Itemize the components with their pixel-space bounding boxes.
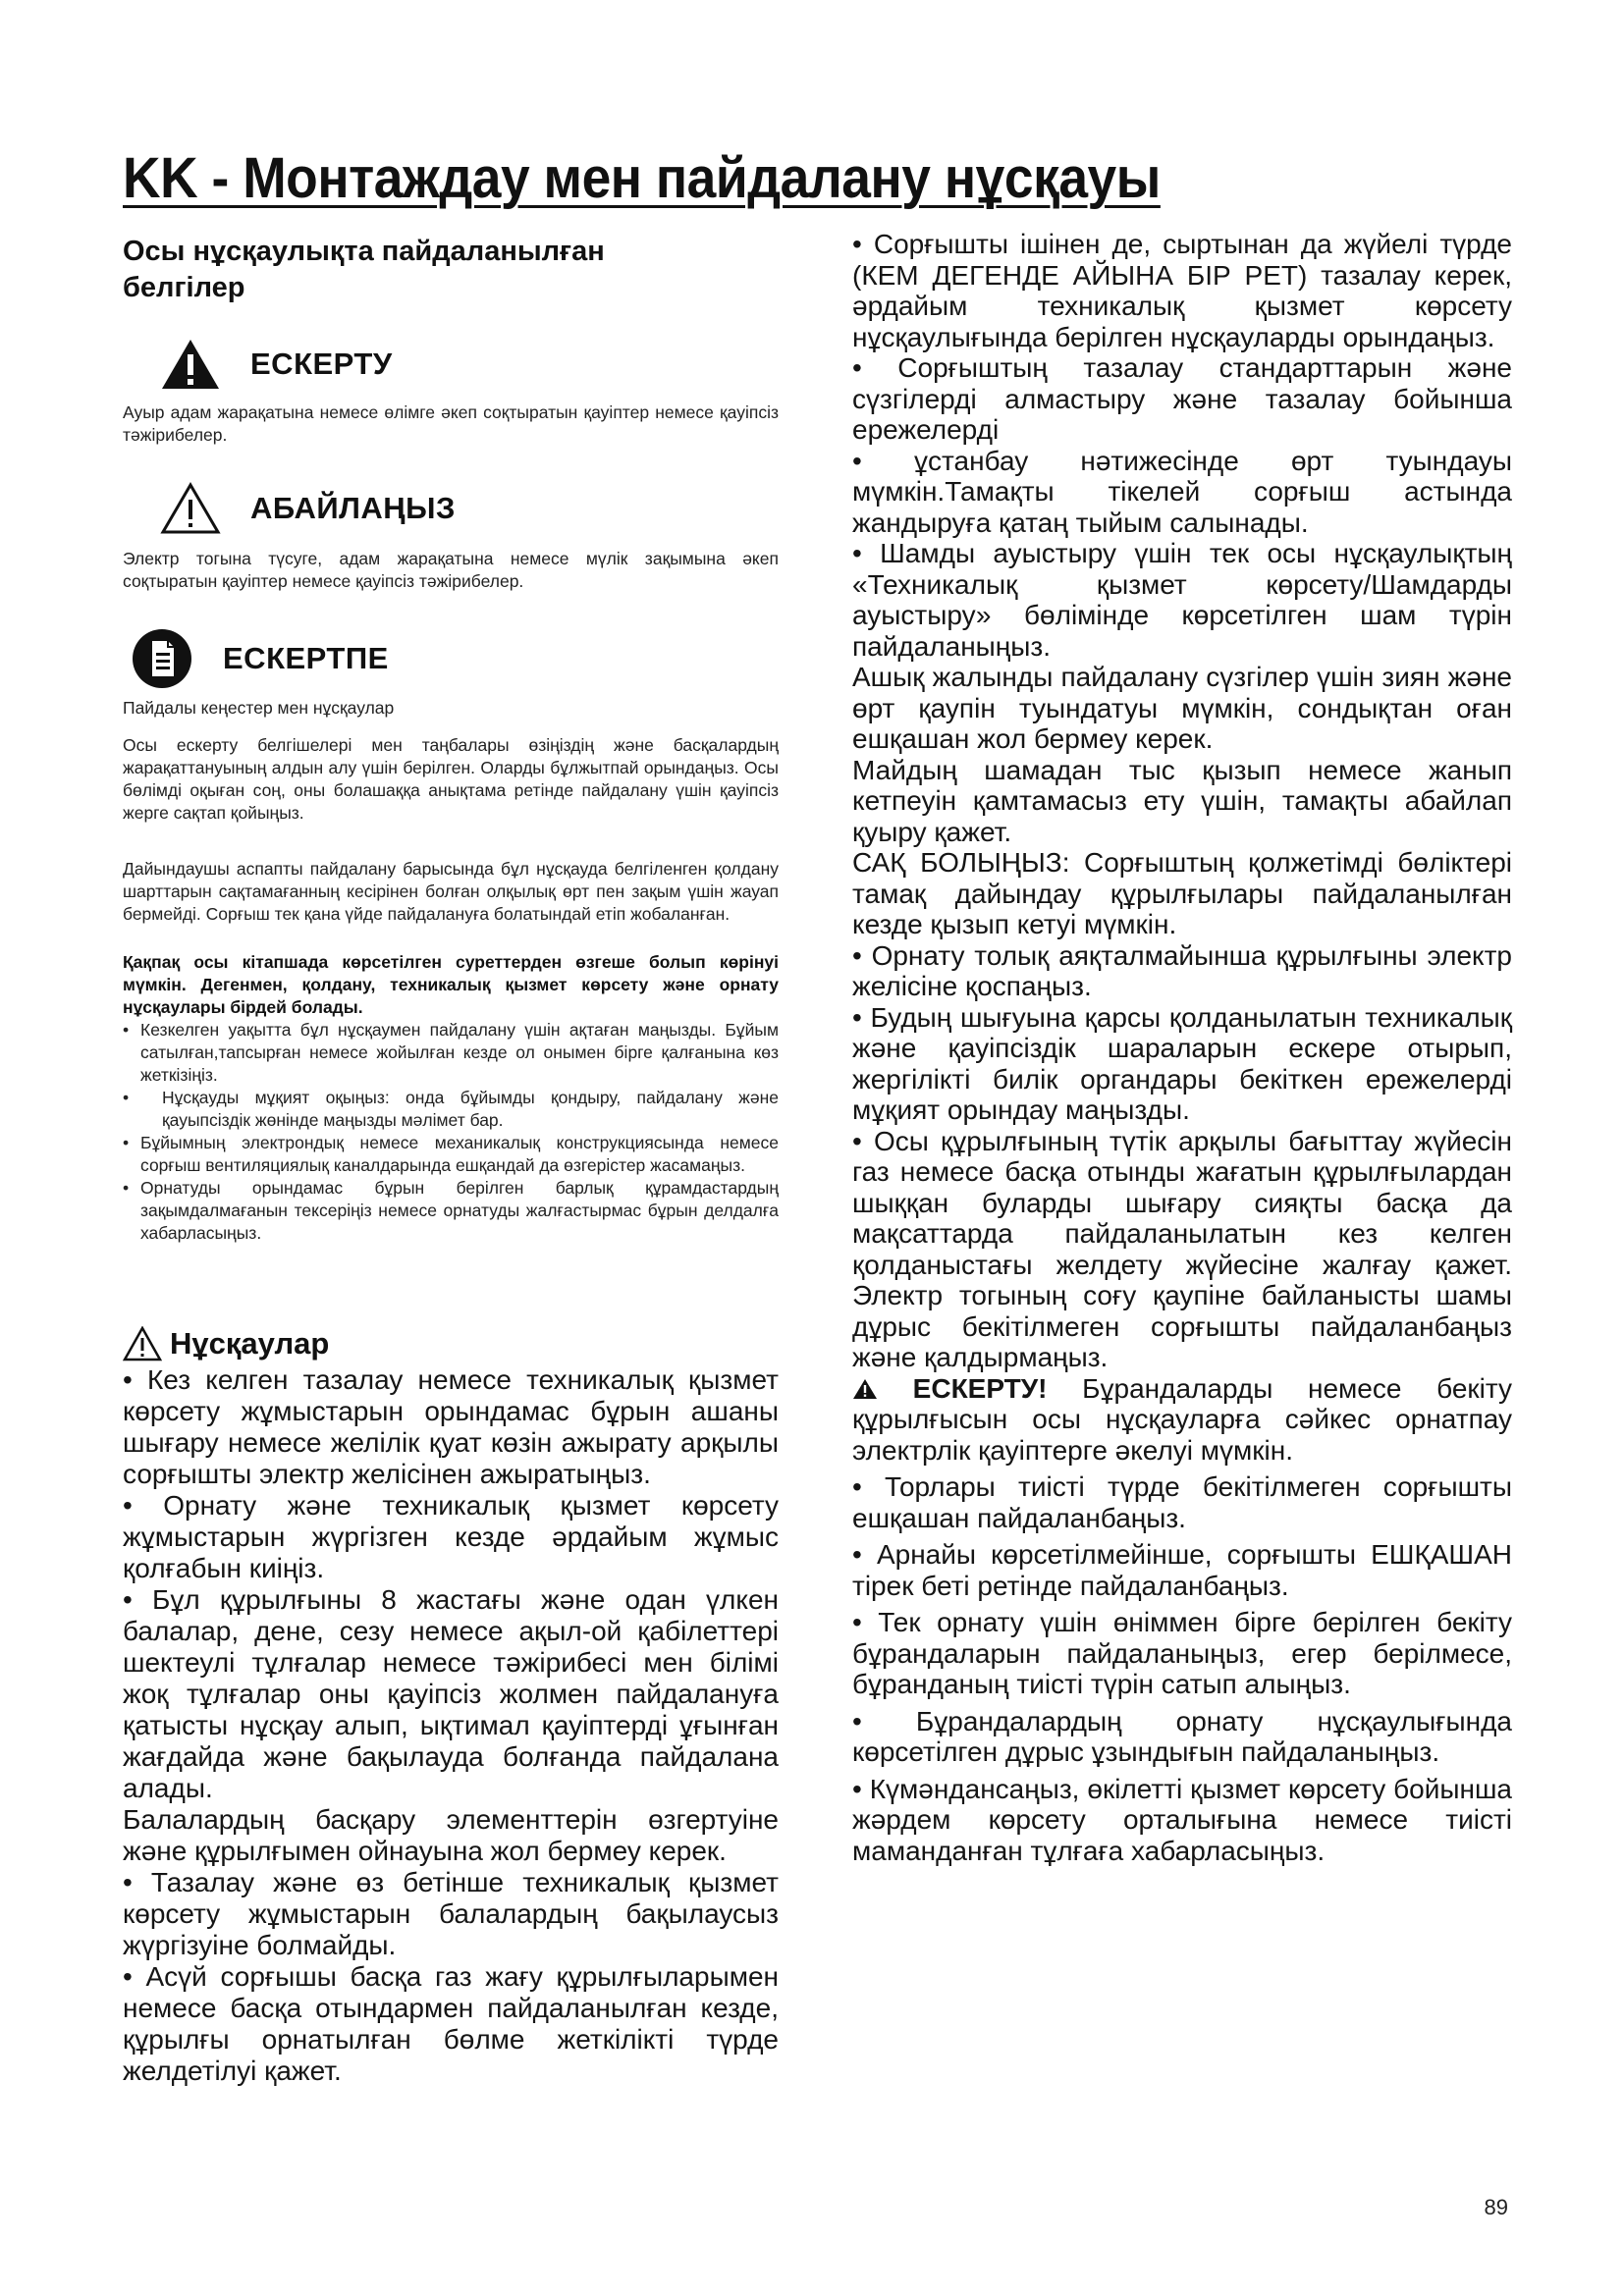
right-paragraph: • Сорғышты ішінен де, сыртынан да жүйелі түрде (КЕМ ДЕГЕНДЕ АЙЫНА БІР РЕТ) тазалау керек, әрдайым техникалық қызмет көрсету нұсқаулығында берілген нұсқауларды орындаңыз.: [852, 229, 1512, 352]
warning-block: [123, 337, 779, 447]
intro-bullet: • Бұйымның электрондық немесе механикалық конструкциясында немесе сорғыш вентиляциялық каналдарында ешқандай да өзгерістер жасамаңыз.: [123, 1133, 779, 1175]
right-paragraph: Ашық жалынды пайдалану сүзгілер үшін зиян және өрт қаупін туындатуы мүмкін, сондықтан оған ешқашан жол бермеу керек.: [852, 662, 1512, 754]
intro-paragraph-bold: Қақпақ осы кітапшада көрсетілген суреттерден өзгеше болып көрінуі мүмкін. Дегенмен, қолдану, техникалық қызмет көрсету және орнату нұсқаулары бірдей болады.: [123, 952, 779, 1017]
caution-label: АБАЙЛАҢЫЗ: [250, 491, 456, 525]
right-paragraph: • Орнату толық аяқталмайынша құрылғыны электр желісіне қоспаңыз.: [852, 939, 1512, 1001]
warning-paragraph: [852, 1373, 1512, 1467]
caution-triangle-outline-icon: [123, 1326, 162, 1362]
right-paragraph: • Будың шығуына қарсы қолданылатын техникалық және қауіпсіздік шараларын ескере отырып, жергілікті билік органдары бекіткен ережелерді мұқият орындау маңызды.: [852, 1001, 1512, 1125]
right-paragraph: • Осы құрылғының түтік арқылы бағыттау жүйесін газ немесе басқа отынды жағатын құрылғылардан шыққан буларды шығару сияқты басқа да мақсаттарда пайдаланылатын кез келген қолданыстағы желдету жүйесіне жалғау қажет. Электр тогының соғу қаупіне байланысты шамы дұрыс бекітілмеген сорғышты пайдаланбаңыз және қалдырмаңыз.: [852, 1125, 1512, 1372]
warning-triangle-filled-icon: [852, 1373, 878, 1404]
right-column: [852, 229, 1512, 1866]
note-label: ЕСКЕРТПЕ: [223, 641, 389, 675]
right-paragraph: • Шамды ауыстыру үшін тек осы нұсқаулықтың «Техникалық қызмет көрсету/Шамдарды ауыстыру» бөлімінде көрсетілген шам түрін пайдаланыңыз.: [852, 538, 1512, 662]
right-paragraph: • Арнайы көрсетілмейінше, сорғышты ЕШҚАШАН тірек беті ретінде пайдаланбаңыз.: [852, 1539, 1512, 1601]
left-column: [123, 234, 779, 2086]
instruction-paragraph: • Бұл құрылғыны 8 жастағы және одан үлкен балалар, дене, сезу немесе ақыл-ой қабілеттері шектеулі тұлғалар немесе тәжірибесі мен білімі жоқ тұлғалар оны қауіпсіз жолмен пайдалануға қатысты нұсқау алып, ықтимал қауіптерді ұғынған жағдайда және бақылауда болғанда пайдалана алады.: [123, 1584, 779, 1803]
instruction-paragraph: • Кез келген тазалау немесе техникалық қызмет көрсету жұмыстарын орындамас бұрын ашаны шығару немесе желілік қуат көзін ажырату арқылы сорғышты электр желісінен ажыратыңыз.: [123, 1364, 779, 1489]
page-title: KK - Монтаждау мен пайдалану нұсқауы: [123, 146, 1161, 210]
intro-bullet: • Орнатуды орындамас бұрын берілген барлық құрамдастардың зақымдалмағанын тексеріңіз немесе орнатуды жалғастырмас бұрын делдалға хабарласыңыз.: [123, 1178, 779, 1243]
right-paragraph: • Күмәндансаңыз, өкілетті қызмет көрсету бойынша жәрдем көрсету орталығына немесе тиісті маманданған тұлғаға хабарласыңыз.: [852, 1773, 1512, 1866]
symbols-heading: Осы нұсқаулықта пайдаланылған белгілер: [123, 236, 605, 303]
note-block: [123, 624, 779, 720]
instruction-paragraph: Балалардың басқару элементтерін өзгертуіне және құрылғымен ойнауына жол бермеу керек.: [123, 1804, 779, 1866]
intro-bullet: • Нұсқауды мұқият оқыңыз: онда бұйымды қондыру, пайдалану және қауыпсіздік жөнінде маңызды мәлімет бар.: [123, 1088, 779, 1130]
caution-triangle-outline-icon: [160, 481, 221, 536]
right-paragraph: • Бұрандалардың орнату нұсқаулығында көрсетілген дұрыс ұзындығын пайдаланыңыз.: [852, 1705, 1512, 1767]
intro-paragraph: Дайындаушы аспапты пайдалану барысында бұл нұсқауда белгіленген қолдану шарттарын сақтамағанның кесірінен болған олқылық өрт пен зақым үшін жауап бермейді. Сорғыш тек қана үйде пайдалануға болатындай етіп жобаланған.: [123, 859, 779, 924]
warning-text: Ауыр адам жарақатына немесе өлімге әкеп соқтыратын қауіптер немесе қауіпсіз тәжірибелер.: [123, 402, 779, 445]
page-number: 89: [1484, 2195, 1508, 2219]
right-paragraph: • ұстанбау нәтижесінде өрт туындауы мүмкін.Тамақты тікелей сорғыш астында жандыруға қатаң тыйым салынады.: [852, 445, 1512, 538]
caution-text: Электр тогына түсуге, адам жарақатына немесе мүлік зақымына әкеп соқтыратын қауіптер немесе қауіпсіз тәжірибелер.: [123, 549, 779, 591]
instructions-section: [123, 1323, 779, 2087]
instruction-paragraph: • Тазалау және өз бетінше техникалық қызмет көрсету жұмыстарын балалардың бақылаусыз жүргізуіне болмайды.: [123, 1867, 779, 1960]
caution-block: [123, 481, 779, 593]
instructions-heading: Нұсқаулар: [170, 1326, 330, 1361]
intro-bullet: • Кезкелген уақытта бұл нұсқаумен пайдалану үшін ақтаған маңызды. Бұйым сатылған,тапсырған немесе жойылған кезде ол онымен бірге қалғанына көз жеткізіңіз.: [123, 1020, 779, 1085]
note-document-icon: [131, 627, 193, 690]
warning-inline-label: ЕСКЕРТУ!: [912, 1372, 1048, 1404]
right-paragraph: • Сорғыштың тазалау стандарттарын және сүзгілерді алмастыру және тазалау бойынша ережелерді: [852, 352, 1512, 445]
right-paragraph: • Торлары тиісті түрде бекітілмеген сорғышты ешқашан пайдаланбаңыз.: [852, 1471, 1512, 1533]
warning-inline-text: Бұрандаларды немесе бекіту құрылғысын осы нұсқауларға сәйкес орнатпау электрлік қауіптерге әкелуі мүмкін.: [852, 1372, 1513, 1466]
warning-label: ЕСКЕРТУ: [250, 347, 393, 381]
intro-paragraph: Осы ескерту белгішелері мен таңбалары өзіңіздің және басқалардың жарақаттануының алдын алу үшін берілген. Оларды бұлжытпай орындаңыз. Осы бөлімді оқыған соң, оны болашаққа анықтама ретінде пайдалану үшін қауіпсіз жерге сақтап қойыңыз.: [123, 735, 779, 823]
right-paragraph: САҚ БОЛЫҢЫЗ: Сорғыштың қолжетімді бөліктері тамақ дайындау құрылғылары пайдаланылған кезде қызып кетуі мүмкін.: [852, 847, 1512, 939]
intro-section: [123, 734, 779, 1245]
right-paragraph: • Тек орнату үшін өніммен бірге берілген бекіту бұрандаларын пайдаланыңыз, егер берілмесе, бұранданың тиісті түрін сатып алыңыз.: [852, 1607, 1512, 1699]
warning-triangle-filled-icon: [160, 337, 221, 392]
right-paragraph: Майдың шамадан тыс қызып немесе жанып кетпеуін қамтамасыз ету үшін, тамақты абайлап қуыру қажет.: [852, 754, 1512, 847]
instruction-paragraph: • Асүй сорғышы басқа газ жағу құрылғыларымен немесе басқа отындармен пайдаланылған кезде, құрылғы орнатылған бөлме жеткілікті түрде желдетілуі қажет.: [123, 1961, 779, 2086]
note-text: Пайдалы кеңестер мен нұсқаулар: [123, 698, 395, 718]
instruction-paragraph: • Орнату және техникалық қызмет көрсету жұмыстарын жүргізген кезде әрдайым жұмыс қолғабын киіңіз.: [123, 1490, 779, 1583]
